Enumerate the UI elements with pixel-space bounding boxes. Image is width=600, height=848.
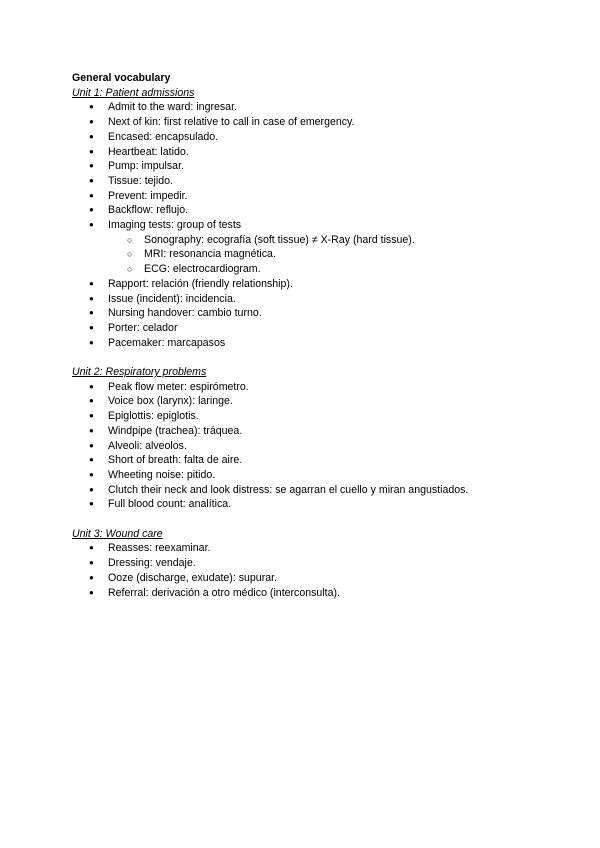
page-title: General vocabulary — [72, 72, 171, 84]
list-item: ● Imaging tests: group of tests — [72, 218, 572, 233]
unit-3-list — [72, 541, 572, 600]
unit-1-heading: Unit 1: Patient admissions — [72, 86, 195, 99]
sub-list-item: ○ MRI: resonancia magnética. — [72, 247, 572, 262]
list-item: ● Clutch their neck and look distress: se agarran el cuello y miran angustiados. — [72, 483, 572, 498]
unit-1-list — [72, 100, 572, 350]
list-item: ● Windpipe (trachea): tráquea. — [72, 424, 572, 439]
list-item: ● Backflow: reflujo. — [72, 203, 572, 218]
list-item: ● Reasses: reexaminar. — [72, 541, 572, 556]
unit-2-list — [72, 380, 572, 512]
list-item: ● Ooze (discharge, exudate): supurar. — [72, 571, 572, 586]
sub-list-item: ○ Sonography: ecografía (soft tissue) ≠ X-Ray (hard tissue). — [72, 233, 572, 248]
list-item: ● Next of kin: first relative to call in case of emergency. — [72, 115, 572, 130]
list-item: ● Peak flow meter: espirómetro. — [72, 380, 572, 395]
list-item: ● Referral: derivación a otro médico (interconsulta). — [72, 586, 572, 601]
list-item: ● Heartbeat: latido. — [72, 145, 572, 160]
unit-2-heading: Unit 2: Respiratory problems — [72, 366, 207, 379]
list-item: ● Dressing: vendaje. — [72, 556, 572, 571]
unit-3-section — [72, 527, 572, 601]
list-item: ● Nursing handover: cambio turno. — [72, 306, 572, 321]
unit-1-section — [72, 86, 572, 351]
list-item: ● Rapport: relación (friendly relationship). — [72, 277, 572, 292]
list-item: ● Full blood count: analítica. — [72, 497, 572, 512]
list-item: ● Encased: encapsulado. — [72, 130, 572, 145]
list-item: ● Pacemaker: marcapasos — [72, 336, 572, 351]
list-item: ● Tissue: tejido. — [72, 174, 572, 189]
list-item: ● Short of breath: falta de aire. — [72, 453, 572, 468]
unit-3-heading: Unit 3: Wound care — [72, 527, 163, 540]
list-item: ● Voice box (larynx): laringe. — [72, 394, 572, 409]
list-item: ● Porter: celador — [72, 321, 572, 336]
list-item: ● Epiglottis: epiglotis. — [72, 409, 572, 424]
list-item: ● Admit to the ward: ingresar. — [72, 100, 572, 115]
list-item: ● Prevent: impedir. — [72, 189, 572, 204]
unit-2-section — [72, 365, 572, 512]
document-body — [72, 71, 572, 615]
list-item: ● Alveoli: alveolos. — [72, 439, 572, 454]
list-item: ● Pump: impulsar. — [72, 159, 572, 174]
list-item: ● Wheeting noise: pitido. — [72, 468, 572, 483]
sub-list-item: ○ ECG: electrocardiogram. — [72, 262, 572, 277]
list-item: ● Issue (incident): incidencia. — [72, 292, 572, 307]
